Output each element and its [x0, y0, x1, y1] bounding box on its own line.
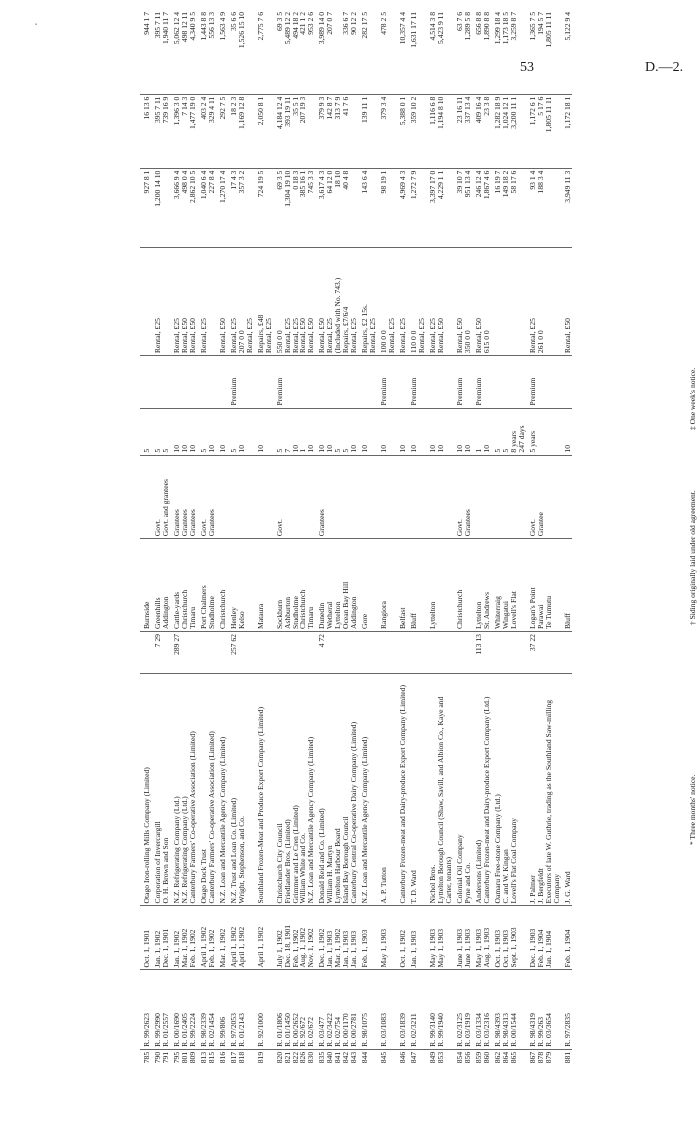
cell-rent: Rental, £25 — [396, 248, 407, 356]
cell-date: Oct. 1, 1903 Oct. 1, 1903 Sept. 1, 1903 — [491, 906, 526, 970]
cell-rent: Rental, £50 615 0 0 — [472, 248, 491, 356]
table-row — [358, 10, 377, 1085]
cell-reg: R. 03/477 R. 02/3422 R. 02/754 R. 00/1170 R. 00/2781 — [315, 970, 358, 1049]
cell-term: 10 — [358, 408, 377, 455]
cell-term: 5 10 — [227, 408, 254, 455]
cell-rent: Rental, £50 — [561, 248, 572, 356]
cell-date: May 1, 1903 Aug. 1, 1903 — [472, 906, 491, 970]
cell-name: Canterbury Frozen-meat and Dairy-produce Export Company (Limited) — [396, 673, 407, 906]
cell-reg: R. 03/1334 R. 03/2316 — [472, 970, 491, 1049]
cell-auth — [472, 455, 491, 539]
cell-rent: 100 0 0 Rental, £25 — [377, 248, 396, 356]
cell-auth — [491, 455, 526, 539]
cell-area: 7 29 — [151, 632, 170, 674]
cell-a3: 1,299 18 4 1,173 18 5 3,259 8 7 — [492, 12, 518, 45]
cell-a1: 927 8 1 — [140, 168, 151, 247]
cell-auth: Govt. Grantees — [197, 455, 216, 539]
cell-a3: 69 3 5 5,489 12 2 494 18 2 421 1 2 953 2 6 — [274, 12, 316, 45]
cell-a2: 359 10 2 — [407, 94, 426, 168]
cell-term: 10 — [254, 408, 273, 455]
table-row — [491, 10, 526, 1085]
margin-mark: ▪ — [35, 22, 38, 28]
cell-auth — [426, 455, 453, 539]
cell-term: 5 5 — [151, 408, 170, 455]
cell-name: N.Z. Trust and Loan Co. (Limited) Wright, Stephenson, and Co. — [227, 673, 254, 906]
cell-reg: R. 00/1690 R. 01/2405 R. 99/2224 — [170, 970, 197, 1049]
table-row — [472, 10, 491, 1085]
table-row — [426, 10, 453, 1085]
cell-rent: Rental, £25 — [151, 248, 170, 356]
cell-a2: 409 16 4 23 3 8 — [472, 94, 491, 168]
cell-a3: 3,989 14 0 207 0 7 336 6 7 90 12 2 — [317, 12, 359, 45]
cell-term: 10 — [561, 408, 572, 455]
cell-prem: Premium — [273, 356, 316, 408]
cell-reg: R. 98/2339 R. 02/1454 — [197, 970, 216, 1049]
cell-auth — [377, 455, 396, 539]
cell-date: May 1, 1903 May 1, 1903 — [426, 906, 453, 970]
cell-n: 785 — [140, 1049, 151, 1085]
cell-name: Christchurch City Council Friedlander Bros. (Limited) Grimmer and Le Cren (Limited) William White and Co. N.Z. Loan and Mercantile Agency Company (Limited) — [273, 673, 316, 906]
cell-area — [197, 632, 216, 674]
table-row — [561, 10, 572, 1085]
table-row — [170, 10, 197, 1085]
cell-loc: Logan's Point Parawai Te Tumutu — [526, 539, 561, 632]
cell-reg: R. 98/4393 R. 98/4313 R. 00/1544 — [491, 970, 526, 1049]
cell-auth — [254, 455, 273, 539]
cell-prem — [140, 356, 151, 408]
cell-area: 257 62 — [227, 632, 254, 674]
cell-name: N.Z. Refrigerating Company (Ltd.) N.Z. Refrigerating Company (Ltd.) Canterbury Farmers' Co-operative Association (Limited) — [170, 673, 197, 906]
cell-a3: 1,443 8 8 556 13 3 — [198, 12, 216, 41]
cell-date: Oct. 1, 1901 — [140, 906, 151, 970]
cell-rent — [140, 248, 151, 356]
cell-loc: Gore — [358, 539, 377, 632]
cell-a1: 16 19 7 149 18 2 58 17 6 — [491, 168, 526, 247]
cell-a3: 1,563 4 9 — [217, 12, 227, 41]
cell-n: 813 815 — [197, 1049, 216, 1085]
cell-loc: Bluff — [407, 539, 426, 632]
cell-a2: 1,282 18 9 1,024 12 1 3,200 11 1 — [491, 94, 526, 168]
cell-auth — [140, 455, 151, 539]
cell-a3: 10,357 4 4 — [398, 12, 408, 45]
cell-area: 289 27 — [170, 632, 197, 674]
cell-area: 4 72 — [315, 632, 358, 674]
cell-n: 817 818 — [227, 1049, 254, 1085]
cell-term: 5 years — [526, 408, 561, 455]
cell-date: May 1, 1903 — [377, 906, 396, 970]
cell-a2: 4,184 12 4 393 19 11 35 5 1 207 19 3 — [273, 94, 316, 168]
table-row — [216, 10, 227, 1085]
cell-a3: 395 7 11 1,940 11 7 — [152, 12, 170, 44]
cell-name: J. G. Ward — [561, 673, 572, 906]
cell-area — [358, 632, 377, 674]
cell-a1: 1,200 14 10 — [151, 168, 170, 247]
cell-term: 10 — [396, 408, 407, 455]
cell-a3: 63 7 6 1,289 5 8 — [454, 12, 472, 41]
table-row — [227, 10, 254, 1085]
cell-rent: Rental, £25 Rental, £50 — [426, 248, 453, 356]
cell-term: 10 — [377, 408, 396, 455]
cell-loc: Whiterraig Wingatui Lovell's Flat — [491, 539, 526, 632]
cell-rent: Rental, £25 261 0 0 — [526, 248, 561, 356]
cell-a1: 143 6 4 — [358, 168, 377, 247]
cell-a2: 403 2 4 329 4 11 — [197, 94, 216, 168]
cell-loc: Christchurch — [216, 539, 227, 632]
cell-rent — [491, 248, 526, 356]
cell-auth: Grantees Grantees Grantees — [170, 455, 197, 539]
cell-n: 854 856 — [453, 1049, 472, 1085]
cell-loc: Lyttelton St. Andrews — [472, 539, 491, 632]
cell-area — [140, 632, 151, 674]
cell-rent: 110 0 0 Rental, £25 — [407, 248, 426, 356]
cell-area: 37 22 — [526, 632, 561, 674]
cell-auth — [561, 455, 572, 539]
cell-auth — [407, 455, 426, 539]
cell-a1: 246 12 4 1,867 4 6 — [472, 168, 491, 247]
cell-auth — [396, 455, 407, 539]
cell-area — [254, 632, 273, 674]
cell-a3: 4,514 3 8 5,423 9 11 — [428, 12, 445, 44]
cell-prem: Premium — [407, 356, 426, 408]
cell-n: 816 — [216, 1049, 227, 1085]
cell-term: 5 10 — [197, 408, 216, 455]
cell-date: Dec. 1, 1902 Jan. 1, 1903 Mar. 1, 1902 Jan. 1, 1903 Jan. 1, 1903 — [315, 906, 358, 970]
cell-n: 849 853 — [426, 1049, 453, 1085]
cell-auth: Govt. Grantee — [526, 455, 561, 539]
table-row — [140, 10, 151, 1085]
cell-a1: 93 1 4 188 3 4 — [526, 168, 561, 247]
cell-a3: 5,122 9 4 — [562, 12, 572, 41]
cell-a3: 35 6 6 1,526 15 10 — [228, 12, 246, 49]
cell-a1: 724 19 5 — [254, 168, 273, 247]
cell-name: Southland Frozen-Meat and Produce Export Company (Limited) — [254, 673, 273, 906]
cell-rent: Rental, £50 — [216, 248, 227, 356]
cell-loc: Christchurch — [453, 539, 472, 632]
cell-auth: Govt. Grantees — [453, 455, 472, 539]
cell-a2: 1,172 18 1 — [561, 94, 572, 168]
cell-a2: 1,116 6 8 1,194 8 10 — [426, 94, 453, 168]
cell-prem — [426, 356, 453, 408]
cell-prem — [491, 356, 526, 408]
cell-prem — [254, 356, 273, 408]
cell-date: June 1, 1903 June 1, 1903 — [453, 906, 472, 970]
cell-reg: R. 01/1806 R. 01/1450 R. 00/2652 R. 92/672 R. 02/672 — [273, 970, 316, 1049]
cell-n: 819 — [254, 1049, 273, 1085]
cell-area — [561, 632, 572, 674]
cell-term: 5 — [140, 408, 151, 455]
cell-loc: Lyttelton — [426, 539, 453, 632]
table-row — [377, 10, 396, 1085]
table-row — [197, 10, 216, 1085]
cell-a2: 395 7 11 739 16 9 — [151, 94, 170, 168]
cell-date: April 1, 1902 April 1, 1902 — [227, 906, 254, 970]
table-row — [407, 10, 426, 1085]
cell-loc: Bluff — [561, 539, 572, 632]
cell-date: Oct. 1, 1902 — [396, 906, 407, 970]
sidings-table — [140, 10, 572, 1085]
cell-a3: 478 2 5 — [379, 12, 389, 35]
footnote-three-months: * Three months' notice. — [688, 774, 697, 845]
cell-n: 820 821 822 826 830 — [273, 1049, 316, 1085]
cell-name: N.Z. Loan and Mercantile Agency Company (Limited) — [216, 673, 227, 906]
cell-n: 881 — [561, 1049, 572, 1085]
cell-a2: 139 11 1 — [358, 94, 377, 168]
cell-a1: 39 10 7 951 13 4 — [453, 168, 472, 247]
cell-a1: 1,270 17 4 — [216, 168, 227, 247]
cell-auth: Govt. Govt. and grantees — [151, 455, 170, 539]
cell-reg: R. 98/1075 — [358, 970, 377, 1049]
cell-a1: 1,272 7 9 — [407, 168, 426, 247]
cell-reg: R. 02/3211 — [407, 970, 426, 1049]
table-row — [315, 10, 358, 1085]
cell-term: 10 10 10 — [170, 408, 197, 455]
cell-a1: 3,666 9 4 498 0 4 2,862 10 5 — [170, 168, 197, 247]
table-row — [526, 10, 561, 1085]
cell-a1: 17 4 3 357 3 2 — [227, 168, 254, 247]
cell-a2: 16 13 6 — [140, 94, 151, 168]
cell-prem — [216, 356, 227, 408]
cell-name: Corporation of Invercargill O. H. Brown and Son — [151, 673, 170, 906]
cell-prem — [396, 356, 407, 408]
cell-area — [377, 632, 396, 674]
cell-a2: 1,172 6 1 5 17 6 1,805 11 11 — [526, 94, 561, 168]
cell-date: Feb. 1, 1903 — [358, 906, 377, 970]
cell-auth — [227, 455, 254, 539]
cell-name: Otago Dock Trust Canterbury Farmers' Co-operative Association (Limited) — [197, 673, 216, 906]
cell-date: Dec. 1, 1903 Feb. 1, 1904 Jan. 1, 1904 — [526, 906, 561, 970]
cell-n: 835 840 841 842 843 — [315, 1049, 358, 1085]
cell-rent: Repairs, £48 Rental, £25 — [254, 248, 273, 356]
cell-a3: 1,365 7 5 194 5 7 1,805 11 11 — [527, 12, 553, 48]
cell-a1: 98 19 1 — [377, 168, 396, 247]
cell-name: Donald Reid and Co. (Limited) William H. Martyn Lyttelton Harbour Board Island Bay Borough Council Canterbury Central Co-operative Dairy Company (Limited) — [315, 673, 358, 906]
cell-a1: 3,397 17 0 4,229 1 1 — [426, 168, 453, 247]
cell-rent: Rental, £50 Rental, £25 (Included with No. 743.) Repairs, £7/6/4 Rental, £25 — [315, 248, 358, 356]
cell-area — [453, 632, 472, 674]
cell-area — [491, 632, 526, 674]
cell-a1: 3,617 4 3 64 12 0 18 10 40 4 8 — [315, 168, 358, 247]
cell-area — [216, 632, 227, 674]
cell-a3: 282 17 5 — [360, 12, 370, 39]
cell-term: 10 — [407, 408, 426, 455]
cell-reg: R. 99/2990 R. 01/2557 — [151, 970, 170, 1049]
cell-reg: R. 97/2835 — [561, 970, 572, 1049]
cell-n: 847 — [407, 1049, 426, 1085]
cell-auth: Grantees — [315, 455, 358, 539]
cell-n: 845 — [377, 1049, 396, 1085]
cell-a3: 1,631 17 11 — [409, 12, 419, 48]
cell-area — [396, 632, 407, 674]
cell-term: 10 10 — [453, 408, 472, 455]
cell-a3: 944 1 7 — [142, 12, 151, 35]
cell-a1: 69 3 5 1,304 19 10 0 18 3 385 16 1 745 3 3 — [273, 168, 316, 247]
cell-reg: R. 02/3125 R. 03/1919 — [453, 970, 472, 1049]
cell-loc: Cattle-yards Christchurch Timaru — [170, 539, 197, 632]
cell-a2: 18 2 3 1,169 12 8 — [227, 94, 254, 168]
cell-name: A. P. Tutton — [377, 673, 396, 906]
cell-term: 5 7 10 1 10 — [273, 408, 316, 455]
cell-term: 1 10 — [472, 408, 491, 455]
cell-loc: Dunedin Wetheral Lyttelton Ocean Bay Hill Addington — [315, 539, 358, 632]
cell-a1: 1,040 6 4 227 8 4 — [197, 168, 216, 247]
cell-name: N.Z. Loan and Mercantile Agency Company (Limited) — [358, 673, 377, 906]
cell-loc: Henley Kelso — [227, 539, 254, 632]
cell-rent: Rental, £25 — [197, 248, 216, 356]
cell-prem — [151, 356, 170, 408]
cell-name: J. Palmer J. Bergfeldt Executors of late W. Guthrie, trading as the Southland Saw-milling Company — [526, 673, 561, 906]
cell-a2: 292 7 5 — [216, 94, 227, 168]
cell-date: Feb. 1, 1904 — [561, 906, 572, 970]
cell-reg: R. 99/3140 R. 99/1940 — [426, 970, 453, 1049]
cell-date: Mar. 1, 1902 — [216, 906, 227, 970]
footnote-siding: † Siding originally laid under old agreement. — [688, 490, 697, 625]
cell-loc: Greenhills Addington — [151, 539, 170, 632]
cell-a3: 5,062 12 4 498 12 11 4,340 9 5 — [171, 12, 197, 45]
cell-prem — [197, 356, 216, 408]
table-row — [273, 10, 316, 1085]
cell-name: T. D. Ward — [407, 673, 426, 906]
cell-term: 5 5 8 years 247 days — [491, 408, 526, 455]
cell-n: 859 860 — [472, 1049, 491, 1085]
cell-prem: Premium — [526, 356, 561, 408]
cell-term: 10 10 5 5 10 — [315, 408, 358, 455]
cell-loc: Belfast — [396, 539, 407, 632]
cell-reg: R. 99/2623 — [140, 970, 151, 1049]
cell-a3: 2,775 7 6 — [255, 12, 265, 41]
cell-loc: Rangiora — [377, 539, 396, 632]
cell-area: 113 13 — [472, 632, 491, 674]
cell-reg: R. 03/1839 — [396, 970, 407, 1049]
table-body — [140, 10, 572, 1085]
cell-name: Colonial Oil Company Pyne and Co. — [453, 673, 472, 906]
cell-reg: R. 98/4319 R. 99/263 R. 03/3654 — [526, 970, 561, 1049]
cell-n: 844 — [358, 1049, 377, 1085]
cell-reg: R. 97/2053 R. 01/2143 — [227, 970, 254, 1049]
section-reference: D.—2. — [645, 60, 684, 75]
cell-loc: Port Chalmers Studholme — [197, 539, 216, 632]
rotated-table-region — [140, 10, 700, 1085]
table-row — [396, 10, 407, 1085]
cell-term: 10 10 — [426, 408, 453, 455]
cell-prem: Premium — [453, 356, 472, 408]
cell-date: Jan. 1, 1903 — [407, 906, 426, 970]
cell-a3: 656 8 8 1,890 8 8 — [473, 12, 491, 41]
cell-name: Andersons (Limited) Canterbury Frozen-meat and Dairy-produce Export Company (Ltd.) — [472, 673, 491, 906]
cell-area — [273, 632, 316, 674]
table-row — [151, 10, 170, 1085]
cell-n: 846 — [396, 1049, 407, 1085]
cell-n: 867 878 879 — [526, 1049, 561, 1085]
cell-prem — [170, 356, 197, 408]
cell-area — [407, 632, 426, 674]
cell-name: Otago Iron-rolling Mills Company (Limited) — [140, 673, 151, 906]
cell-rent: Rental, £25 207 0 0 Rental, £25 — [227, 248, 254, 356]
cell-auth — [216, 455, 227, 539]
cell-rent: Repairs, £2 15s. Rental, £25 — [358, 248, 377, 356]
cell-a2: 379 9 3 142 8 7 313 7 9 41 7 6 — [315, 94, 358, 168]
cell-prem: Premium — [377, 356, 396, 408]
cell-a2: 2,050 8 1 — [254, 94, 273, 168]
page-number: 53 — [520, 60, 534, 75]
cell-loc: Mataura — [254, 539, 273, 632]
cell-rent: Rental, £50 350 0 0 — [453, 248, 472, 356]
cell-prem: Premium — [227, 356, 254, 408]
cell-prem — [315, 356, 358, 408]
cell-a1: 3,949 11 3 — [561, 168, 572, 247]
cell-area — [426, 632, 453, 674]
cell-name: Nichol Bros. Lyttelton Borough Council (Shaw, Savill, and Albion Co., Kaye and Carter, tenants) — [426, 673, 453, 906]
cell-prem — [358, 356, 377, 408]
cell-a1: 4,969 4 3 — [396, 168, 407, 247]
cell-n: 795 801 809 — [170, 1049, 197, 1085]
cell-rent: Rental, £25 Rental, £50 Rental, £50 — [170, 248, 197, 356]
cell-auth: Govt. — [273, 455, 316, 539]
cell-date: July 1, 1902 Dec. 18, 1901 Feb. 1, 1902 Aug. 1, 1902 Nov. 1, 1902 — [273, 906, 316, 970]
cell-date: Jan. 1, 1902 Mar. 1, 1902 Feb. 1, 1902 — [170, 906, 197, 970]
table-row — [453, 10, 472, 1085]
cell-reg: R. 03/1083 — [377, 970, 396, 1049]
cell-reg: R. 99/806 — [216, 970, 227, 1049]
cell-a2: 5,388 0 1 — [396, 94, 407, 168]
cell-date: April 1, 1902 — [254, 906, 273, 970]
cell-a2: 379 3 4 — [377, 94, 396, 168]
cell-prem — [561, 356, 572, 408]
cell-n: 862 864 865 — [491, 1049, 526, 1085]
cell-date: Jan. 1, 1902 Dec. 1, 1901 — [151, 906, 170, 970]
cell-a2: 23 16 11 337 13 4 — [453, 94, 472, 168]
cell-n: 790 791 — [151, 1049, 170, 1085]
cell-a2: 1,396 3 0 7 14 3 1,477 19 0 — [170, 94, 197, 168]
cell-name: Oamaru Free-stone Company (Ltd.) C. and W. Kingan Lovell's Flat Coal Company — [491, 673, 526, 906]
cell-loc: Burnside — [140, 539, 151, 632]
cell-loc: Sockburn Ashburton Studholme Christchurch Timaru — [273, 539, 316, 632]
cell-auth — [358, 455, 377, 539]
table-row — [254, 10, 273, 1085]
cell-term: 10 — [216, 408, 227, 455]
footnote-one-week: ‡ One week's notice. — [688, 367, 697, 430]
cell-rent: 550 0 0 Rental, £25 Rental, £25 Rental, £50 Rental, £50 — [273, 248, 316, 356]
cell-prem: Premium — [472, 356, 491, 408]
cell-date: April 1, 1902 Feb. 1, 1902 — [197, 906, 216, 970]
cell-reg: R. 92/1000 — [254, 970, 273, 1049]
